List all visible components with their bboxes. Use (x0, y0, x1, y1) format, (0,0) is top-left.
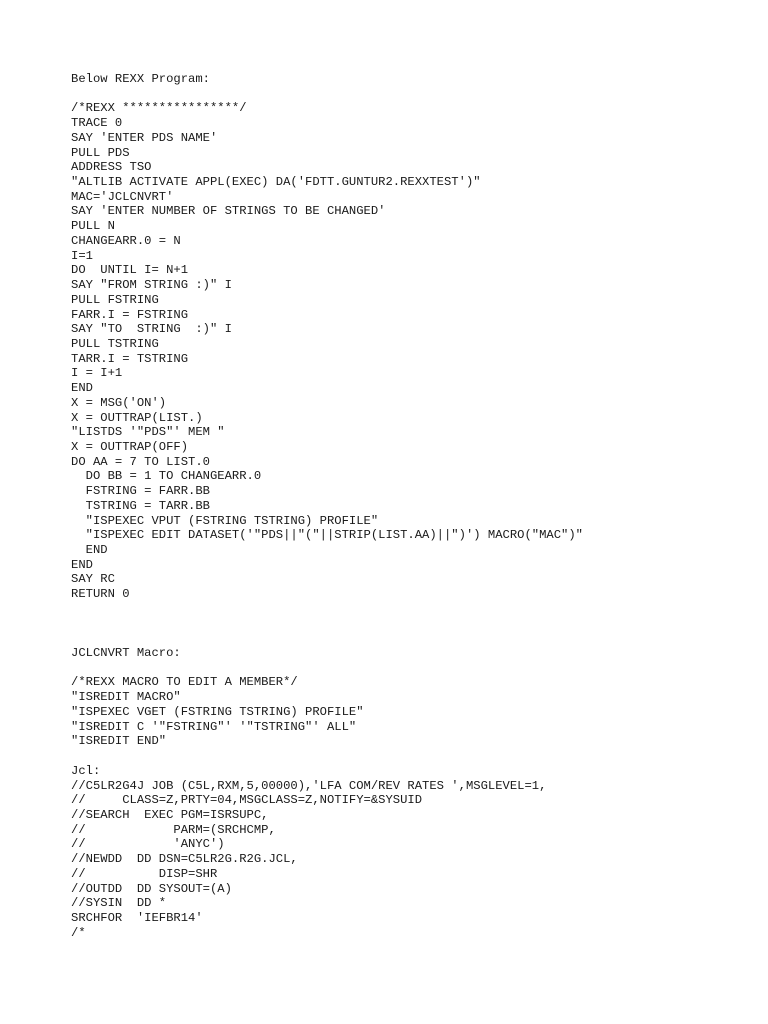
code-line: // 'ANYC') (71, 837, 225, 852)
code-line: "ISREDIT MACRO" (71, 690, 181, 705)
code-line: //C5LR2G4J JOB (C5L,RXM,5,00000),'LFA COM/REV RATES ',MSGLEVEL=1, (71, 778, 547, 793)
code-line: DO UNTIL I= N+1 (71, 263, 189, 278)
code-line: ADDRESS TSO (71, 160, 152, 175)
code-line: "ISPEXEC EDIT DATASET('"PDS||"("||STRIP(LIST.AA)||")') MACRO("MAC")" (71, 528, 583, 543)
code-line: X = OUTTRAP(LIST.) (71, 410, 203, 425)
code-line: /* (71, 925, 86, 940)
section-heading: Below REXX Program: (71, 72, 210, 86)
document-page (71, 72, 751, 940)
code-line: FSTRING = FARR.BB (71, 484, 210, 499)
code-line: "ISPEXEC VPUT (FSTRING TSTRING) PROFILE" (71, 513, 379, 528)
code-line: PULL PDS (71, 145, 130, 160)
code-line: I = I+1 (71, 366, 123, 381)
code-line: "ISREDIT END" (71, 734, 167, 749)
code-line: END (71, 543, 108, 557)
code-line: TARR.I = TSTRING (71, 351, 189, 366)
code-line: END (71, 381, 93, 396)
code-line: CHANGEARR.0 = N (71, 233, 181, 248)
section-heading: Jcl: (71, 763, 101, 778)
code-line: // CLASS=Z,PRTY=04,MSGCLASS=Z,NOTIFY=&SYSUID (71, 793, 423, 808)
code-line: TRACE 0 (71, 116, 123, 131)
section-heading: JCLCNVRT Macro: (71, 646, 181, 661)
code-line (71, 87, 751, 102)
code-line: END (71, 557, 93, 572)
code-line: PULL N (71, 219, 115, 234)
code-line: //NEWDD DD DSN=C5LR2G.R2G.JCL, (71, 852, 298, 867)
code-line: /*REXX MACRO TO EDIT A MEMBER*/ (71, 675, 298, 690)
code-line: // DISP=SHR (71, 866, 218, 881)
code-line: X = MSG('ON') (71, 395, 167, 410)
code-line: RETURN 0 (71, 587, 130, 602)
code-line: "ISREDIT C '"FSTRING"' '"TSTRING"' ALL" (71, 719, 357, 734)
code-line: PULL FSTRING (71, 292, 159, 307)
jclcnvrt-macro-section (71, 646, 751, 749)
code-line: // PARM=(SRCHCMP, (71, 822, 276, 837)
code-line: //OUTDD DD SYSOUT=(A) (71, 881, 232, 896)
code-line: SAY 'ENTER NUMBER OF STRINGS TO BE CHANGED' (71, 204, 386, 219)
code-line: SAY "TO STRING :)" I (71, 322, 232, 337)
code-line: //SEARCH EXEC PGM=ISRSUPC, (71, 807, 269, 822)
code-line: "ISPEXEC VGET (FSTRING TSTRING) PROFILE" (71, 704, 364, 719)
code-line: SAY "FROM STRING :)" I (71, 278, 232, 293)
code-line: PULL TSTRING (71, 336, 159, 351)
jcl-section (71, 764, 751, 941)
rexx-program-section (71, 72, 751, 602)
code-line: MAC='JCLCNVRT' (71, 189, 174, 204)
code-line: /*REXX ****************/ (71, 101, 247, 116)
code-line: SAY 'ENTER PDS NAME' (71, 130, 218, 145)
code-line (71, 661, 751, 676)
code-line: "ALTLIB ACTIVATE APPL(EXEC) DA('FDTT.GUNTUR2.REXXTEST')" (71, 175, 481, 190)
code-line: DO AA = 7 TO LIST.0 (71, 454, 210, 469)
section-spacer (71, 749, 751, 764)
code-line: SAY RC (71, 572, 115, 587)
code-line: SRCHFOR 'IEFBR14' (71, 910, 203, 925)
code-line: DO BB = 1 TO CHANGEARR.0 (71, 469, 262, 484)
code-line: TSTRING = TARR.BB (71, 498, 210, 513)
code-line: FARR.I = FSTRING (71, 307, 189, 322)
code-line: //SYSIN DD * (71, 896, 167, 911)
code-line: "LISTDS '"PDS"' MEM " (71, 425, 225, 440)
section-spacer (71, 602, 751, 646)
code-line: X = OUTTRAP(OFF) (71, 439, 189, 454)
code-line: I=1 (71, 248, 93, 263)
